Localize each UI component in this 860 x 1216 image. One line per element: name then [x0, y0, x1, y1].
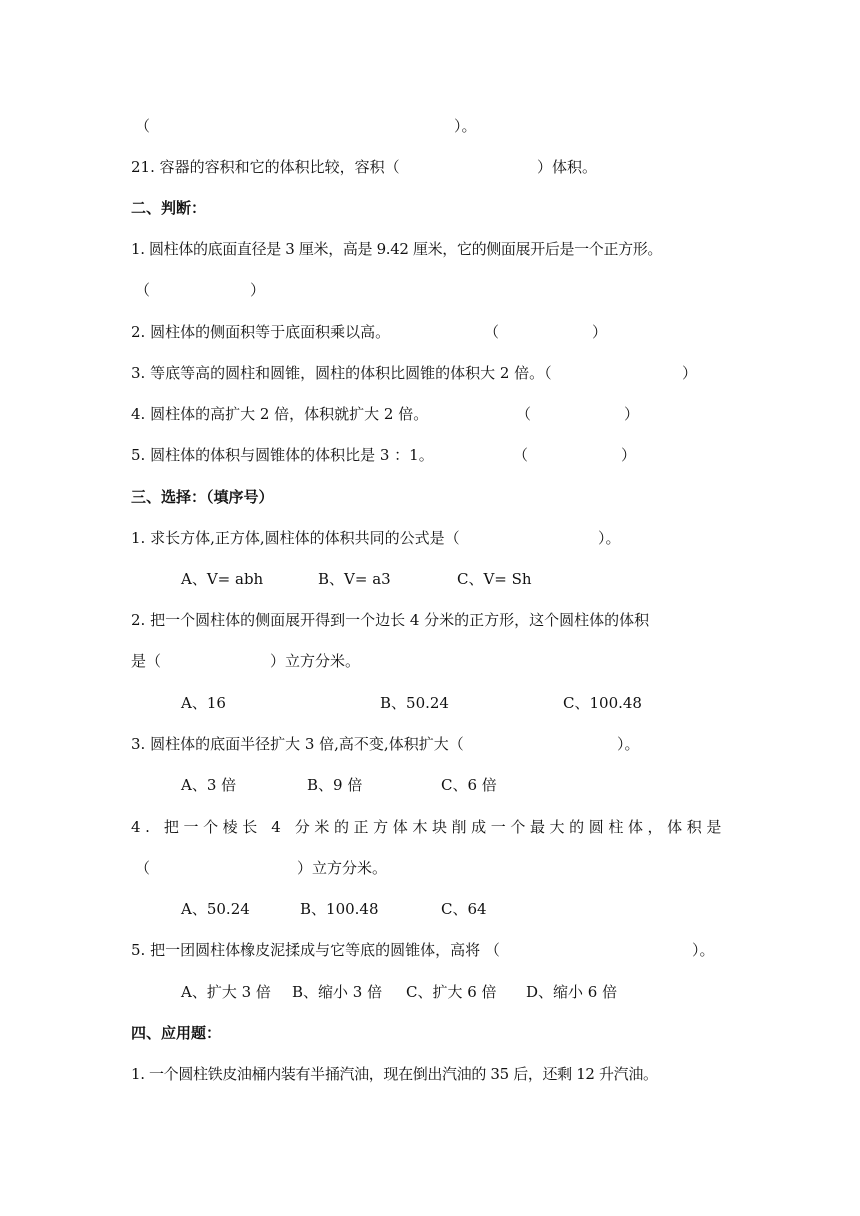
judge-item-2	[0, 320, 860, 344]
answer-blank-close: ）立方分米。	[297, 859, 388, 877]
question-text: 2. 把一个圆柱体的侧面展开得到一个边长 4 分米的正方形，这个圆柱体的体积	[131, 611, 650, 629]
section-title-judge	[0, 196, 860, 220]
judge-item-5	[0, 443, 860, 467]
option-c: C、V= Sh	[457, 570, 532, 588]
question-text: 3. 等底等高的圆柱和圆锥，圆柱的体积比圆锥的体积大 2 倍。（	[131, 364, 552, 382]
judge-item-1	[0, 237, 860, 261]
option-b: B、缩小 3 倍	[292, 983, 383, 1001]
choice-item-5	[0, 938, 860, 962]
option-d: D、缩小 6 倍	[526, 983, 618, 1001]
judge-item-3	[0, 361, 860, 385]
choice-item-1-options	[0, 567, 860, 591]
question-text: 5. 圆柱体的体积与圆锥体的体积比是 3 ：1。	[131, 446, 434, 464]
choice-item-4-cont	[0, 856, 860, 880]
section-title-application	[0, 1021, 860, 1045]
choice-item-4-options	[0, 897, 860, 921]
choice-item-5-options	[0, 980, 860, 1004]
question-text-cont: 是（	[131, 652, 162, 670]
option-a: A、50.24	[181, 900, 250, 918]
question-text: 3. 圆柱体的底面半径扩大 3 倍,高不变,体积扩大（	[131, 735, 464, 753]
judge-item-4	[0, 402, 860, 426]
answer-blank-open: （	[513, 446, 529, 464]
option-c: C、扩大 6 倍	[406, 983, 497, 1001]
option-c: C、100.48	[563, 694, 642, 712]
question-text: 1. 圆柱体的底面直径是 3 厘米，高是 9.42 厘米，它的侧面展开后是一个正方形。	[131, 240, 663, 258]
answer-blank-close: ）	[682, 364, 698, 382]
option-a: A、16	[181, 694, 226, 712]
question-text: 21. 容器的容积和它的体积比较，容积（	[131, 158, 400, 176]
option-c: C、64	[441, 900, 487, 918]
answer-blank-open: （	[135, 281, 151, 299]
answer-blank-close: ）。	[692, 941, 715, 959]
option-b: B、9 倍	[307, 776, 363, 794]
answer-blank-open: （	[516, 405, 532, 423]
section-title-choice	[0, 485, 860, 509]
option-a: A、扩大 3 倍	[181, 983, 271, 1001]
option-a: A、3 倍	[181, 776, 237, 794]
choice-item-3-options	[0, 773, 860, 797]
choice-item-2-cont	[0, 649, 860, 673]
answer-blank-close: ）	[621, 446, 637, 464]
option-c: C、6 倍	[441, 776, 497, 794]
choice-item-1	[0, 526, 860, 550]
option-a: A、V= abh	[181, 570, 264, 588]
answer-blank-close: ）体积。	[537, 158, 598, 176]
answer-blank-open: （	[135, 117, 151, 135]
answer-blank-close: ）	[250, 281, 266, 299]
option-b: B、50.24	[380, 694, 449, 712]
answer-blank-close: ）。	[454, 117, 477, 135]
question-text: 1. 一个圆柱铁皮油桶内装有半捅汽油，现在倒出汽油的 35 后，还剩 12 升汽油。	[131, 1065, 658, 1083]
choice-item-2-options	[0, 691, 860, 715]
section-heading: 二、判断：	[131, 199, 207, 217]
continuation-line	[0, 114, 860, 138]
question-text: 2. 圆柱体的侧面积等于底面积乘以高。	[131, 323, 391, 341]
answer-blank-open: （	[484, 323, 500, 341]
answer-blank-close: ）。	[617, 735, 640, 753]
section-heading: 三、选择：（填序号）	[131, 488, 274, 506]
question-text: 1. 求长方体,正方体,圆柱体的体积共同的公式是（	[131, 529, 460, 547]
choice-item-2	[0, 608, 860, 632]
question-text: 5. 把一团圆柱体橡皮泥揉成与它等底的圆锥体，高将 （	[131, 941, 500, 959]
question-text: 4. 把一个棱长 4 分米的正方体木块削成一个最大的圆柱体，体积是	[131, 818, 726, 836]
judge-item-1-answer	[0, 278, 860, 302]
choice-item-4	[0, 815, 860, 839]
question-21	[0, 155, 860, 179]
option-b: B、100.48	[300, 900, 379, 918]
application-item-1	[0, 1062, 860, 1086]
answer-blank-close: ）立方分米。	[270, 652, 361, 670]
question-text-cont: （	[135, 859, 151, 877]
section-heading: 四、应用题：	[131, 1024, 222, 1042]
answer-blank-close: ）。	[598, 529, 621, 547]
answer-blank-close: ）	[592, 323, 608, 341]
answer-blank-close: ）	[624, 405, 640, 423]
choice-item-3	[0, 732, 860, 756]
option-b: B、V= a3	[318, 570, 391, 588]
question-text: 4. 圆柱体的高扩大 2 倍，体积就扩大 2 倍。	[131, 405, 429, 423]
